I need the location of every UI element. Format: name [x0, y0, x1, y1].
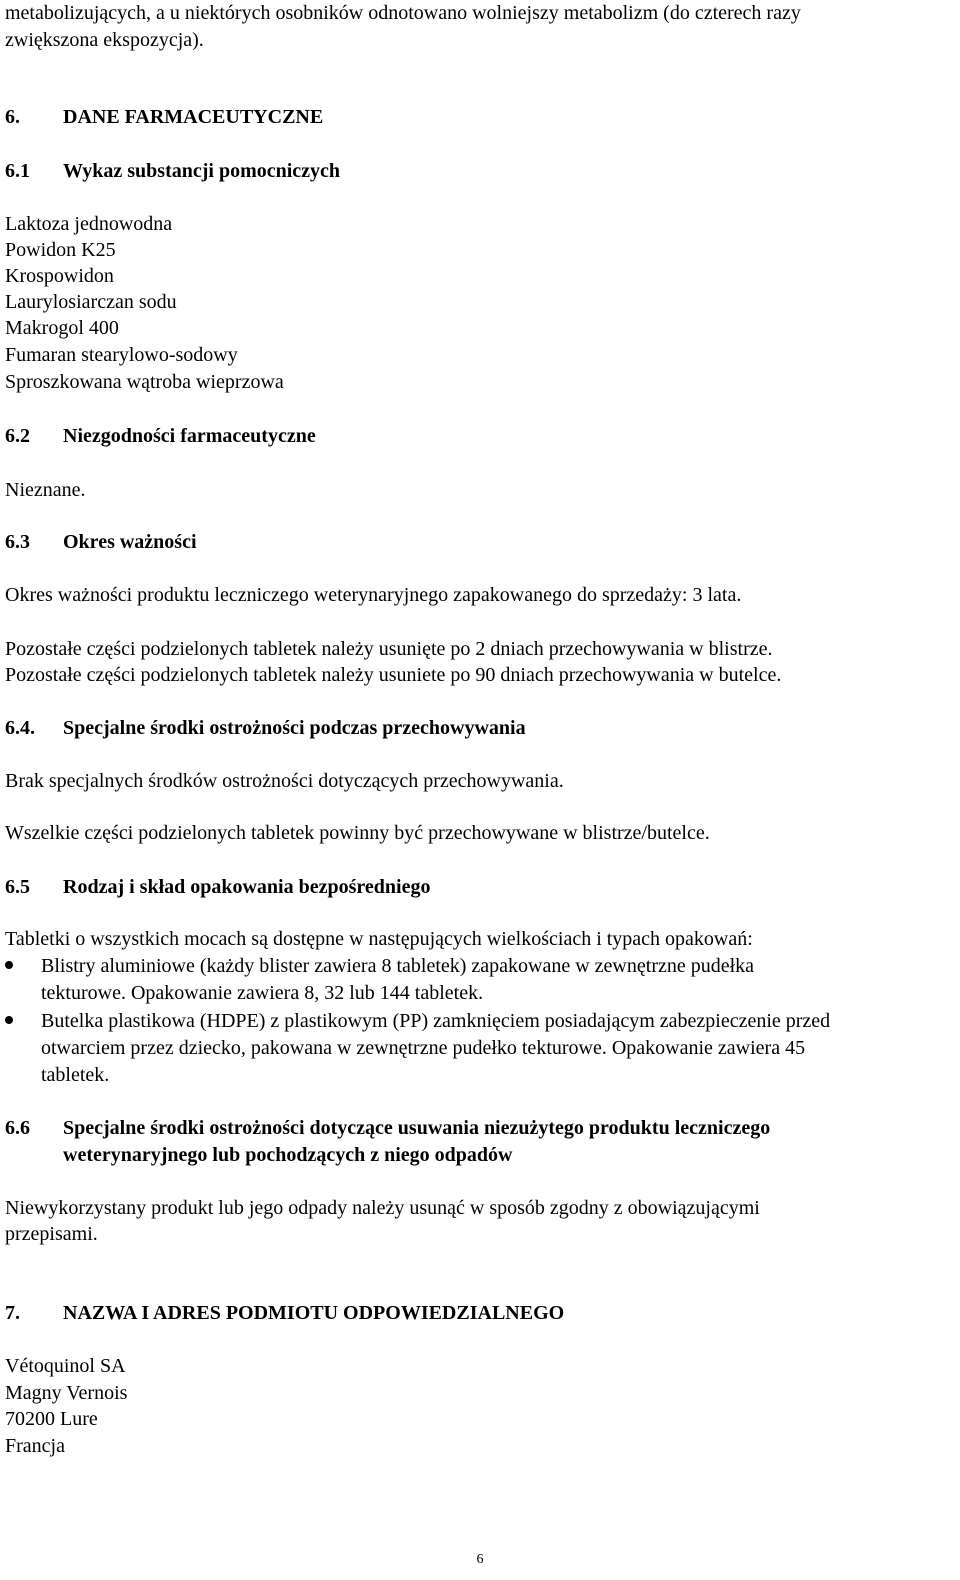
bullet-1-line-2: tekturowe. Opakowanie zawiera 8, 32 lub 144 tabletek.	[41, 982, 484, 1004]
section-6-5-intro: Tabletki o wszystkich mocach są dostępne w następujących wielkościach i typach opakowań:	[5, 928, 753, 950]
bullet-marker	[5, 953, 13, 979]
excipient-item: Fumaran stearylowo-sodowy	[5, 344, 238, 366]
section-6-3-paragraph-1: Okres ważności produktu leczniczego weterynaryjnego zapakowanego do sprzedaży: 3 lata.	[5, 584, 742, 606]
section-6-4-title: Specjalne środki ostrożności podczas przechowywania	[63, 717, 526, 739]
section-7-title: NAZWA I ADRES PODMIOTU ODPOWIEDZIALNEGO	[63, 1302, 565, 1324]
section-6-6-number: 6.6	[5, 1117, 30, 1139]
excipient-item: Powidon K25	[5, 239, 116, 261]
bullet-1-line-1: Blistry aluminiowe (każdy blister zawiera 8 tabletek) zapakowane w zewnętrzne pudełka	[41, 955, 755, 977]
section-6-3-title: Okres ważności	[63, 531, 197, 553]
section-6-3-number: 6.3	[5, 531, 30, 553]
section-6-5-number: 6.5	[5, 876, 30, 898]
bullet-2-line-2: otwarciem przez dziecko, pakowana w zewnętrzne pudełko tekturowe. Opakowanie zawiera 45	[41, 1037, 806, 1059]
section-6-3-paragraph-3: Pozostałe części podzielonych tabletek należy usuniete po 90 dniach przechowywania w butelce.	[5, 664, 782, 686]
intro-line-1: metabolizujących, a u niektórych osobników odnotowano wolniejszy metabolizm (do czterech razy	[5, 2, 801, 24]
intro-line-2: zwiększona ekspozycja).	[5, 29, 204, 51]
section-6-5-title: Rodzaj i skład opakowania bezpośredniego	[63, 876, 431, 898]
section-6-3-paragraph-2: Pozostałe części podzielonych tabletek należy usunięte po 2 dniach przechowywania w blistrze.	[5, 638, 773, 660]
section-6-title: DANE FARMACEUTYCZNE	[63, 106, 324, 128]
bullet-2-line-3: tabletek.	[41, 1064, 110, 1086]
excipient-item: Laurylosiarczan sodu	[5, 291, 177, 313]
section-6-4-paragraph-1: Brak specjalnych środków ostrożności dotyczących przechowywania.	[5, 770, 564, 792]
section-6-4-number: 6.4.	[5, 717, 35, 739]
excipient-item: Krospowidon	[5, 265, 114, 287]
excipient-item: Sproszkowana wątroba wieprzowa	[5, 371, 284, 393]
excipient-item: Makrogol 400	[5, 317, 119, 339]
page-number: 6	[476, 1552, 484, 1567]
section-6-6-title-line-2: weterynaryjnego lub pochodzących z niego odpadów	[63, 1144, 513, 1166]
section-6-number: 6.	[5, 106, 20, 128]
bullet-marker	[5, 1008, 13, 1034]
section-6-6-title-line-1: Specjalne środki ostrożności dotyczące usuwania niezużytego produktu leczniczego	[63, 1117, 771, 1139]
section-7-number: 7.	[5, 1302, 20, 1324]
bullet-2-line-1: Butelka plastikowa (HDPE) z plastikowym (PP) zamknięciem posiadającym zabezpieczenie przed	[41, 1010, 831, 1032]
section-6-2-number: 6.2	[5, 425, 30, 447]
address-line: 70200 Lure	[5, 1408, 98, 1430]
section-6-2-title: Niezgodności farmaceutyczne	[63, 425, 316, 447]
section-6-6-text-line-2: przepisami.	[5, 1223, 98, 1245]
excipient-item: Laktoza jednowodna	[5, 213, 173, 235]
section-6-6-text-line-1: Niewykorzystany produkt lub jego odpady należy usunąć w sposób zgodny z obowiązującymi	[5, 1197, 760, 1219]
section-6-2-text: Nieznane.	[5, 479, 86, 501]
address-line: Francja	[5, 1435, 65, 1457]
section-6-1-title: Wykaz substancji pomocniczych	[63, 160, 341, 182]
section-6-4-paragraph-2: Wszelkie części podzielonych tabletek powinny być przechowywane w blistrze/butelce.	[5, 822, 710, 844]
section-6-1-number: 6.1	[5, 160, 30, 182]
address-line: Magny Vernois	[5, 1382, 128, 1404]
address-line: Vétoquinol SA	[5, 1355, 126, 1377]
